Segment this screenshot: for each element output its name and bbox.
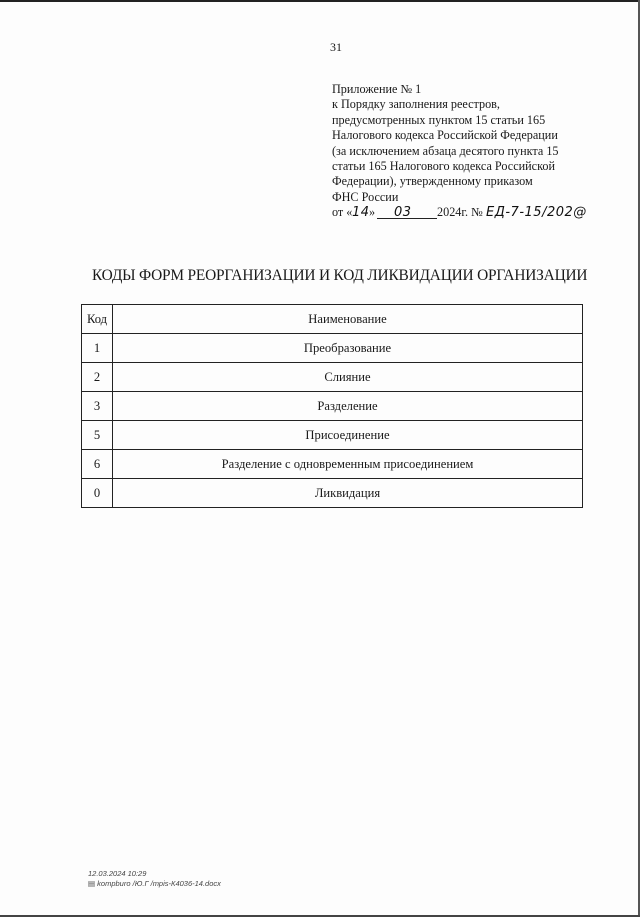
- order-date-prefix: от «: [332, 205, 353, 220]
- row-name: Разделение с одновременным присоединением: [113, 450, 583, 479]
- appendix-line: Налогового кодекса Российской Федерации: [332, 128, 558, 143]
- order-year: 2024г. №: [437, 205, 483, 220]
- page-number: 31: [330, 40, 342, 54]
- document-title: КОДЫ ФОРМ РЕОРГАНИЗАЦИИ И КОД ЛИКВИДАЦИИ ОРГАНИЗАЦИИ: [92, 267, 588, 284]
- row-code: 2: [82, 363, 113, 392]
- row-code: 5: [82, 421, 113, 450]
- row-name: Преобразование: [113, 334, 583, 363]
- order-number: ЕД-7-15/202@: [486, 205, 587, 221]
- row-code: 0: [82, 479, 113, 508]
- appendix-line: Федерации), утвержденному приказом: [332, 174, 533, 189]
- table-row: [82, 479, 583, 508]
- appendix-line: (за исключением абзаца десятого пункта 15: [332, 143, 559, 158]
- document-footer: [88, 869, 221, 889]
- appendix-line: к Порядку заполнения реестров,: [332, 97, 500, 112]
- table-row: [82, 392, 583, 421]
- table-row: [82, 334, 583, 363]
- table-row: [82, 450, 583, 479]
- appendix-line: предусмотренных пунктом 15 статьи 165: [332, 112, 546, 127]
- appendix-line: статьи 165 Налогового кодекса Российской: [332, 159, 555, 174]
- order-date-line: [332, 205, 632, 221]
- header-name: Наименование: [113, 305, 583, 334]
- table-row: [82, 421, 583, 450]
- row-name: Разделение: [113, 392, 583, 421]
- row-code: 6: [82, 450, 113, 479]
- appendix-header: [332, 82, 632, 221]
- order-day-close: »: [369, 205, 376, 220]
- row-name: Слияние: [113, 363, 583, 392]
- row-code: 3: [82, 392, 113, 421]
- scan-edge: [0, 0, 640, 2]
- order-day: 14: [352, 205, 370, 221]
- order-month: 03: [394, 205, 412, 221]
- header-code: Код: [82, 305, 113, 334]
- appendix-line: ФНС России: [332, 189, 399, 204]
- row-code: 1: [82, 334, 113, 363]
- appendix-line: Приложение № 1: [332, 82, 422, 96]
- footer-timestamp: 12.03.2024 10:29: [88, 869, 147, 878]
- footer-file-path: [88, 879, 221, 889]
- row-name: Присоединение: [113, 421, 583, 450]
- row-name: Ликвидация: [113, 479, 583, 508]
- table-header-row: [82, 305, 583, 334]
- file-icon: ▤: [88, 879, 98, 888]
- footer-file-path-text: kompburo /Ю.Г /mpis-К4036-14.docx: [97, 879, 221, 888]
- table-row: [82, 363, 583, 392]
- codes-table: [81, 304, 583, 508]
